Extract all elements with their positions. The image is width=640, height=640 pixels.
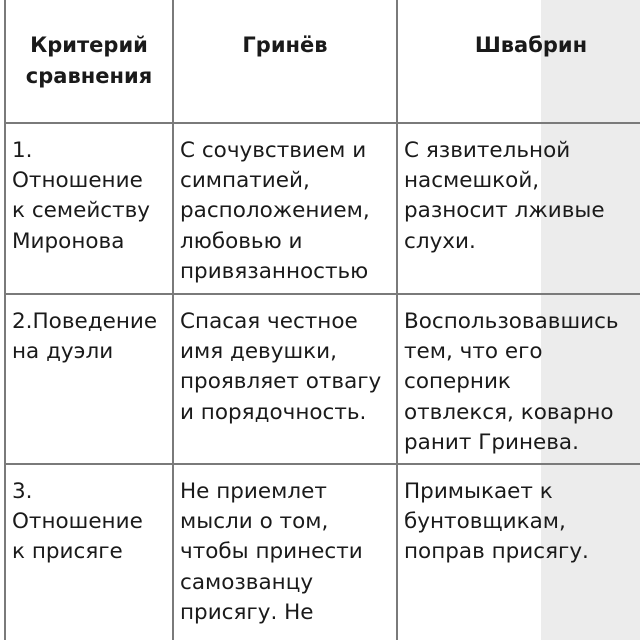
table-row — [5, 464, 640, 640]
comparison-table — [4, 0, 640, 640]
cell-shvabrin: С язвительной насмешкой, разносит лживые слухи. — [397, 123, 640, 294]
cell-grinev: Не приемлет мысли о том, чтобы принести самозванцу присягу. Не — [173, 464, 397, 640]
header-criterion: Критерий сравнения — [5, 0, 173, 123]
cell-criterion: 1. Отношение к семейству Миронова — [5, 123, 173, 294]
cell-shvabrin: Воспользовавшись тем, что его соперник отвлекся, коварно ранит Гринева. — [397, 294, 640, 464]
header-shvabrin: Швабрин — [397, 0, 640, 123]
cell-grinev: С сочувствием и симпатией, расположением, любовью и привязанностью — [173, 123, 397, 294]
table-row — [5, 123, 640, 294]
cell-criterion: 2.Поведение на дуэли — [5, 294, 173, 464]
header-row — [5, 0, 640, 123]
header-grinev: Гринёв — [173, 0, 397, 123]
cell-criterion: 3. Отношение к присяге — [5, 464, 173, 640]
cell-shvabrin: Примыкает к бунтовщикам, поправ присягу. — [397, 464, 640, 640]
table-row — [5, 294, 640, 464]
cell-grinev: Спасая честное имя девушки, проявляет отвагу и порядочность. — [173, 294, 397, 464]
